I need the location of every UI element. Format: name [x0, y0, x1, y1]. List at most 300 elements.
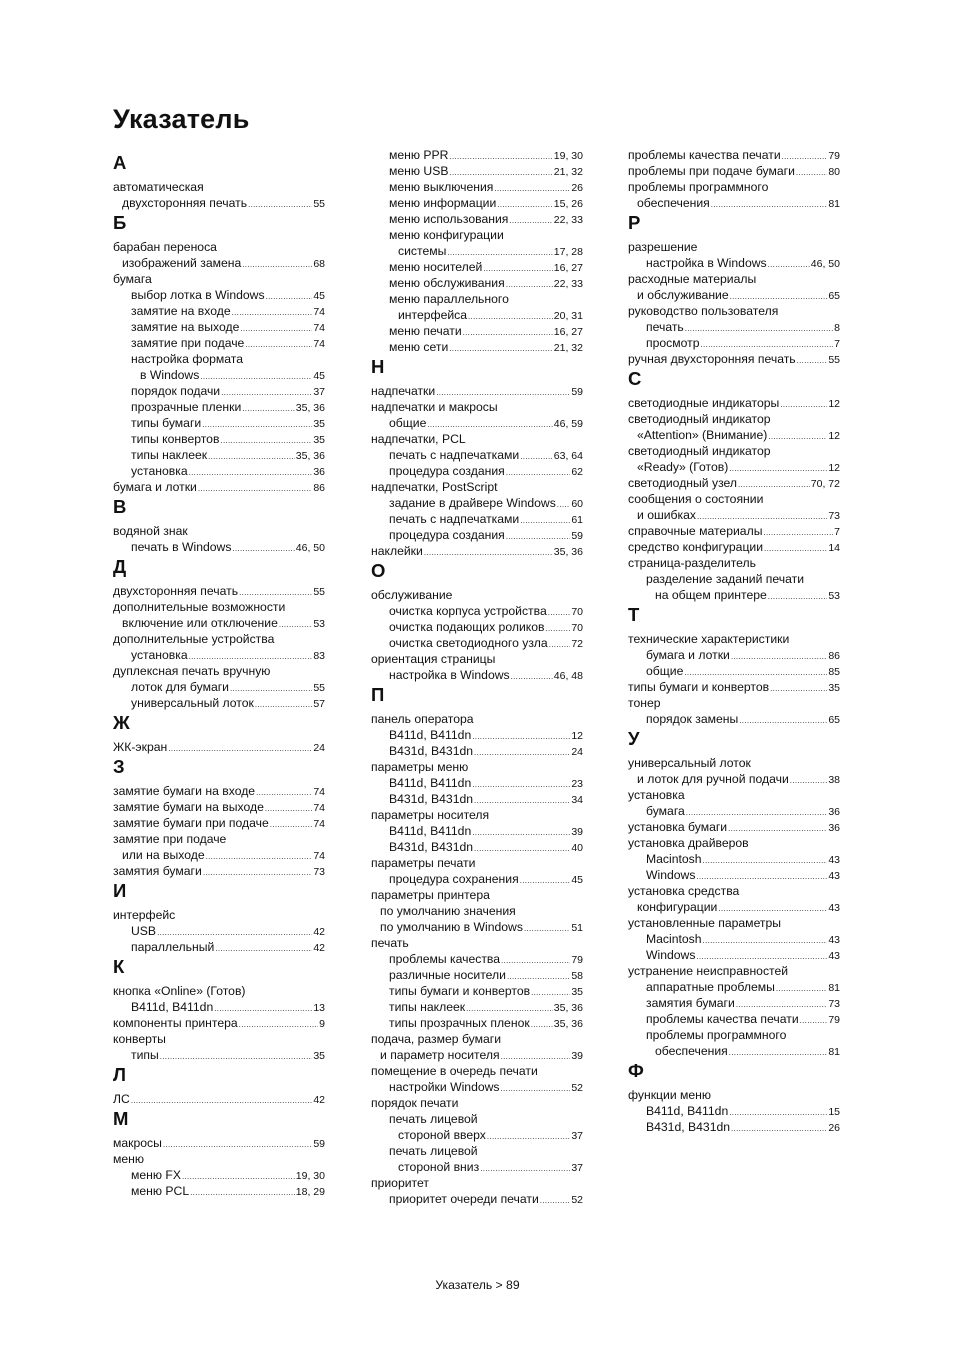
- index-entry: [628, 819, 840, 835]
- dot-leader: [520, 513, 570, 529]
- entry-page-number: 52: [571, 1082, 583, 1094]
- entry-page-number: 45: [313, 370, 325, 382]
- index-entry: [371, 1127, 583, 1143]
- section-letter: Л: [113, 1064, 126, 1085]
- entry-term: USB: [131, 924, 157, 938]
- entry-page-number: 14: [828, 542, 840, 554]
- index-entry: [628, 411, 840, 427]
- index-entry: [628, 179, 840, 195]
- index-entry: [113, 1015, 325, 1031]
- index-entry: [371, 1047, 583, 1063]
- dot-leader: [764, 541, 827, 557]
- entry-term: по умолчанию в Windows: [380, 920, 523, 934]
- dot-leader: [240, 321, 312, 337]
- index-entry: [371, 791, 583, 807]
- entry-term: меню параллельного: [389, 292, 509, 306]
- page-footer: Указатель > 89: [435, 1278, 520, 1292]
- dot-leader: [780, 397, 827, 413]
- index-entry: [113, 479, 325, 495]
- entry-term: панель оператора: [371, 712, 474, 726]
- entry-page-number: 43: [828, 870, 840, 882]
- index-entry: [113, 431, 325, 447]
- entry-term: порядок печати: [371, 1096, 459, 1110]
- entry-term: в Windows: [140, 368, 200, 382]
- entry-term: установка: [131, 648, 188, 662]
- section-letter: Н: [371, 356, 385, 377]
- entry-term: Macintosh: [646, 932, 702, 946]
- dot-leader: [206, 849, 313, 865]
- entry-term: ручная двухсторонняя печать: [628, 352, 796, 366]
- index-entry: [628, 835, 840, 851]
- index-entry: [628, 931, 840, 947]
- index-entry: [113, 523, 325, 539]
- entry-page-number: 74: [313, 850, 325, 862]
- entry-term: компоненты принтера: [113, 1016, 238, 1030]
- index-entry: [371, 855, 583, 871]
- section-letter: М: [113, 1108, 129, 1129]
- entry-term: установка драйверов: [628, 836, 749, 850]
- entry-page-number: 65: [828, 290, 840, 302]
- index-entry: [113, 939, 325, 955]
- index-entry: [628, 631, 840, 647]
- entry-page-number: 65: [828, 714, 840, 726]
- entry-term: замятия бумаги: [646, 996, 735, 1010]
- index-entry: [371, 243, 583, 259]
- index-entry: [113, 907, 325, 923]
- entry-term: двухсторонняя печать: [113, 584, 239, 598]
- entry-page-number: 21, 32: [553, 342, 583, 354]
- index-entry: [371, 291, 583, 307]
- index-entry: [371, 1079, 583, 1095]
- index-entry: [371, 935, 583, 951]
- entry-page-number: 70: [571, 622, 583, 634]
- index-entry: [371, 179, 583, 195]
- index-entry: [628, 787, 840, 803]
- entry-term: замятие бумаги на входе: [113, 784, 256, 798]
- entry-page-number: 60: [571, 498, 583, 510]
- section-letter: Т: [628, 604, 640, 625]
- entry-term: процедура создания: [389, 528, 505, 542]
- dot-leader: [208, 449, 295, 465]
- entry-term: приоритет: [371, 1176, 429, 1190]
- index-entry: [113, 1151, 325, 1167]
- dot-leader: [549, 637, 571, 653]
- dot-leader: [160, 1049, 313, 1065]
- index-entry: [628, 771, 840, 787]
- index-entry: [113, 663, 325, 679]
- index-entry: [113, 679, 325, 695]
- index-entry: [628, 571, 840, 587]
- entry-term: настройка в Windows: [389, 668, 510, 682]
- entry-page-number: 35, 36: [553, 546, 583, 558]
- dot-leader: [768, 257, 810, 273]
- entry-page-number: 39: [571, 1050, 583, 1062]
- index-entry: [371, 431, 583, 447]
- index-entry: [371, 527, 583, 543]
- dot-leader: [520, 449, 553, 465]
- entry-term: общие: [646, 664, 684, 678]
- entry-term: B431d, B431dn: [389, 792, 474, 806]
- index-entry: [628, 679, 840, 695]
- index-entry: [371, 1175, 583, 1191]
- dot-leader: [472, 729, 570, 745]
- entry-term: интерфейса: [398, 308, 468, 322]
- entry-term: параметры носителя: [371, 808, 490, 822]
- index-entry: [113, 831, 325, 847]
- entry-page-number: 38: [828, 774, 840, 786]
- dot-leader: [248, 197, 312, 213]
- dot-leader: [472, 825, 570, 841]
- entry-term: типы конвертов: [131, 432, 220, 446]
- entry-term: параметры меню: [371, 760, 469, 774]
- index-entry: [113, 583, 325, 599]
- index-entry: [628, 491, 840, 507]
- dot-leader: [796, 165, 827, 181]
- section-letter: К: [113, 956, 125, 977]
- entry-page-number: 43: [828, 934, 840, 946]
- entry-page-number: 79: [828, 150, 840, 162]
- entry-term: меню сети: [389, 340, 449, 354]
- dot-leader: [524, 921, 570, 937]
- dot-leader: [531, 1017, 553, 1033]
- dot-leader: [797, 353, 828, 369]
- entry-term: типы наклеек: [389, 1000, 466, 1014]
- dot-leader: [770, 681, 827, 697]
- entry-term: печать: [371, 936, 409, 950]
- entry-term: меню PCL: [131, 1184, 190, 1198]
- entry-page-number: 74: [313, 786, 325, 798]
- entry-term: настройки Windows: [389, 1080, 500, 1094]
- index-entry: [113, 255, 325, 271]
- entry-term: «Ready» (Готов): [637, 460, 729, 474]
- index-entry: [628, 1011, 840, 1027]
- entry-term: типы: [131, 1048, 159, 1062]
- index-entry: [371, 667, 583, 683]
- index-entry: [113, 335, 325, 351]
- entry-term: B431d, B431dn: [389, 744, 474, 758]
- entry-term: ЛС: [113, 1092, 130, 1106]
- entry-term: печать: [646, 320, 684, 334]
- entry-page-number: 35: [828, 682, 840, 694]
- index-entry: [371, 211, 583, 227]
- dot-leader: [215, 941, 312, 957]
- entry-page-number: 20, 31: [553, 310, 583, 322]
- entry-page-number: 37: [571, 1162, 583, 1174]
- entry-term: процедура создания: [389, 464, 505, 478]
- entry-term: справочные материалы: [628, 524, 763, 538]
- index-entry: [628, 319, 840, 335]
- index-entry: [628, 663, 840, 679]
- entry-page-number: 70, 72: [810, 478, 840, 490]
- entry-term: B411d, B411dn: [131, 1000, 214, 1014]
- entry-term: руководство пользователя: [628, 304, 779, 318]
- entry-term: барабан переноса: [113, 240, 217, 254]
- index-entry: [628, 711, 840, 727]
- entry-page-number: 70: [571, 606, 583, 618]
- entry-term: светодиодный индикатор: [628, 444, 771, 458]
- entry-page-number: 22, 33: [553, 278, 583, 290]
- entry-term: сообщения о состоянии: [628, 492, 764, 506]
- dot-leader: [487, 1129, 570, 1145]
- dot-leader: [449, 341, 553, 357]
- section-letter: У: [628, 728, 640, 749]
- index-entry: [371, 839, 583, 855]
- entry-term: различные носители: [389, 968, 506, 982]
- entry-term: проблемы качества печати: [628, 148, 781, 162]
- index-entry: [371, 307, 583, 323]
- section-letter: И: [113, 880, 127, 901]
- index-entry: [371, 227, 583, 243]
- dot-leader: [731, 649, 827, 665]
- index-entry: [371, 711, 583, 727]
- index-entry: [628, 1103, 840, 1119]
- dot-leader: [239, 1017, 318, 1033]
- entry-page-number: 59: [313, 1138, 325, 1150]
- index-entry: [113, 287, 325, 303]
- entry-term: кнопка «Online» (Готов): [113, 984, 246, 998]
- dot-leader: [511, 669, 553, 685]
- index-entry: [113, 351, 325, 367]
- index-entry: [371, 415, 583, 431]
- index-entry: [113, 463, 325, 479]
- entry-term: порядок замены: [646, 712, 739, 726]
- entry-page-number: 9: [319, 1018, 325, 1030]
- index-entry: [113, 399, 325, 415]
- index-entry: [628, 899, 840, 915]
- entry-page-number: 36: [828, 822, 840, 834]
- entry-term: тонер: [628, 696, 661, 710]
- index-entry: [113, 847, 325, 863]
- dot-leader: [540, 1193, 571, 1209]
- index-entry: [371, 195, 583, 211]
- entry-page-number: 36: [313, 466, 325, 478]
- index-entry: [113, 1167, 325, 1183]
- dot-leader: [506, 465, 571, 481]
- entry-page-number: 35, 36: [553, 1002, 583, 1014]
- dot-leader: [768, 589, 828, 605]
- entry-page-number: 43: [828, 854, 840, 866]
- index-entry: [628, 507, 840, 523]
- entry-term: Windows: [646, 868, 696, 882]
- entry-term: B411d, B411dn: [389, 728, 472, 742]
- entry-page-number: 26: [828, 1122, 840, 1134]
- index-entry: [371, 479, 583, 495]
- dot-leader: [168, 741, 312, 757]
- entry-page-number: 8: [834, 322, 840, 334]
- index-entry: [371, 1159, 583, 1175]
- index-entry: [113, 1031, 325, 1047]
- dot-leader: [739, 713, 827, 729]
- dot-leader: [520, 873, 571, 889]
- index-entry: [113, 415, 325, 431]
- entry-term: функции меню: [628, 1088, 712, 1102]
- entry-term: меню печати: [389, 324, 462, 338]
- dot-leader: [501, 953, 570, 969]
- dot-leader: [474, 841, 570, 857]
- entry-page-number: 83: [313, 650, 325, 662]
- index-entry: [371, 635, 583, 651]
- index-entry: [371, 1015, 583, 1031]
- entry-page-number: 35, 36: [553, 1018, 583, 1030]
- entry-term: стороной вниз: [398, 1160, 480, 1174]
- entry-page-number: 7: [834, 526, 840, 538]
- entry-term: параметры принтера: [371, 888, 490, 902]
- index-entry: [371, 951, 583, 967]
- entry-term: замятие на входе: [131, 304, 231, 318]
- index-entry: [628, 587, 840, 603]
- entry-page-number: 24: [313, 742, 325, 754]
- index-entry: [628, 271, 840, 287]
- entry-term: светодиодный узел: [628, 476, 738, 490]
- entry-page-number: 46, 48: [553, 670, 583, 682]
- index-entry: [628, 443, 840, 459]
- entry-page-number: 74: [313, 322, 325, 334]
- entry-term: меню носителей: [389, 260, 483, 274]
- index-entry: [628, 979, 840, 995]
- index-entry: [628, 255, 840, 271]
- index-entry: [113, 239, 325, 255]
- entry-page-number: 74: [313, 818, 325, 830]
- dot-leader: [163, 1137, 312, 1153]
- index-entry: [628, 427, 840, 443]
- entry-page-number: 23: [571, 778, 583, 790]
- index-entry: [371, 339, 583, 355]
- entry-term: B411d, B411dn: [389, 776, 472, 790]
- entry-term: Windows: [646, 948, 696, 962]
- entry-term: меню FX: [131, 1168, 181, 1182]
- index-entry: [628, 475, 840, 491]
- entry-page-number: 58: [571, 970, 583, 982]
- index-entry: [371, 999, 583, 1015]
- index-entry: [113, 739, 325, 755]
- entry-term: светодиодный индикатор: [628, 412, 771, 426]
- index-entry: [371, 275, 583, 291]
- dot-leader: [182, 1169, 295, 1185]
- index-entry: [113, 923, 325, 939]
- entry-term: надпечатки и макросы: [371, 400, 498, 414]
- entry-term: технические характеристики: [628, 632, 790, 646]
- entry-page-number: 55: [313, 586, 325, 598]
- entry-term: конфигурации: [637, 900, 718, 914]
- entry-page-number: 85: [828, 666, 840, 678]
- entry-term: настройка формата: [131, 352, 244, 366]
- page-title: Указатель: [113, 104, 250, 134]
- entry-page-number: 12: [828, 398, 840, 410]
- entry-page-number: 73: [828, 510, 840, 522]
- index-entry: [113, 799, 325, 815]
- entry-term: проблемы качества: [389, 952, 501, 966]
- index-entry: [371, 919, 583, 935]
- entry-page-number: 57: [313, 698, 325, 710]
- entry-term: универсальный лоток: [131, 696, 254, 710]
- dot-leader: [131, 1093, 313, 1109]
- entry-term: очистка корпуса устройства: [389, 604, 547, 618]
- entry-page-number: 34: [571, 794, 583, 806]
- dot-leader: [790, 773, 828, 789]
- entry-page-number: 35: [313, 1050, 325, 1062]
- dot-leader: [557, 497, 571, 513]
- entry-page-number: 42: [313, 1094, 325, 1106]
- dot-leader: [729, 1045, 828, 1061]
- entry-term: типы бумаги и конвертов: [628, 680, 770, 694]
- entry-term: установка: [628, 788, 685, 802]
- section-letter: Р: [628, 212, 641, 233]
- index-entry: [628, 915, 840, 931]
- entry-term: проблемы качества печати: [646, 1012, 799, 1026]
- index-entry: [113, 631, 325, 647]
- index-entry: [371, 399, 583, 415]
- entry-term: типы наклеек: [131, 448, 208, 462]
- index-entry: [628, 335, 840, 351]
- entry-term: проблемы при подаче бумаги: [628, 164, 795, 178]
- section-letter: В: [113, 496, 127, 517]
- entry-page-number: 35: [313, 418, 325, 430]
- entry-page-number: 80: [828, 166, 840, 178]
- entry-page-number: 35: [571, 986, 583, 998]
- entry-term: двухсторонняя печать: [122, 196, 248, 210]
- entry-page-number: 13: [313, 1002, 325, 1014]
- entry-term: общие: [389, 416, 427, 430]
- entry-page-number: 63, 64: [553, 450, 583, 462]
- entry-term: B431d, B431dn: [389, 840, 474, 854]
- dot-leader: [279, 617, 312, 633]
- dot-leader: [265, 801, 312, 817]
- index-entry: [628, 351, 840, 367]
- entry-page-number: 51: [571, 922, 583, 934]
- dot-leader: [270, 817, 313, 833]
- index-entry: [113, 179, 325, 195]
- index-entry: [371, 871, 583, 887]
- entry-term: стороной вверх: [398, 1128, 486, 1142]
- entry-term: обеспечения: [655, 1044, 728, 1058]
- index-entry: [371, 983, 583, 999]
- index-entry: [628, 239, 840, 255]
- dot-leader: [506, 277, 553, 293]
- entry-page-number: 79: [828, 1014, 840, 1026]
- index-entry: [371, 775, 583, 791]
- entry-page-number: 39: [571, 826, 583, 838]
- entry-term: проблемы программного: [646, 1028, 787, 1042]
- index-entry: [371, 1143, 583, 1159]
- dot-leader: [424, 545, 553, 561]
- index-entry: [628, 755, 840, 771]
- entry-page-number: 37: [313, 386, 325, 398]
- index-entry: [371, 967, 583, 983]
- entry-term: наклейки: [371, 544, 423, 558]
- entry-term: прозрачные пленки: [131, 400, 242, 414]
- index-entry: [628, 163, 840, 179]
- index-entry: [113, 383, 325, 399]
- entry-term: расходные материалы: [628, 272, 757, 286]
- index-entry: [628, 555, 840, 571]
- entry-term: надпечатки, PCL: [371, 432, 466, 446]
- entry-term: меню обслуживания: [389, 276, 505, 290]
- entry-term: средство конфигурации: [628, 540, 764, 554]
- entry-term: замятие при подаче: [131, 336, 245, 350]
- index-entry: [113, 999, 325, 1015]
- index-entry: [371, 587, 583, 603]
- entry-page-number: 26: [571, 182, 583, 194]
- index-entry: [371, 603, 583, 619]
- entry-term: страница-разделитель: [628, 556, 757, 570]
- dot-leader: [546, 621, 571, 637]
- entry-term: ЖК-экран: [113, 740, 168, 754]
- dot-leader: [242, 257, 312, 273]
- index-entry: [371, 463, 583, 479]
- entry-page-number: 72: [571, 638, 583, 650]
- entry-term: изображений замена: [122, 256, 242, 270]
- section-letter: А: [113, 152, 127, 173]
